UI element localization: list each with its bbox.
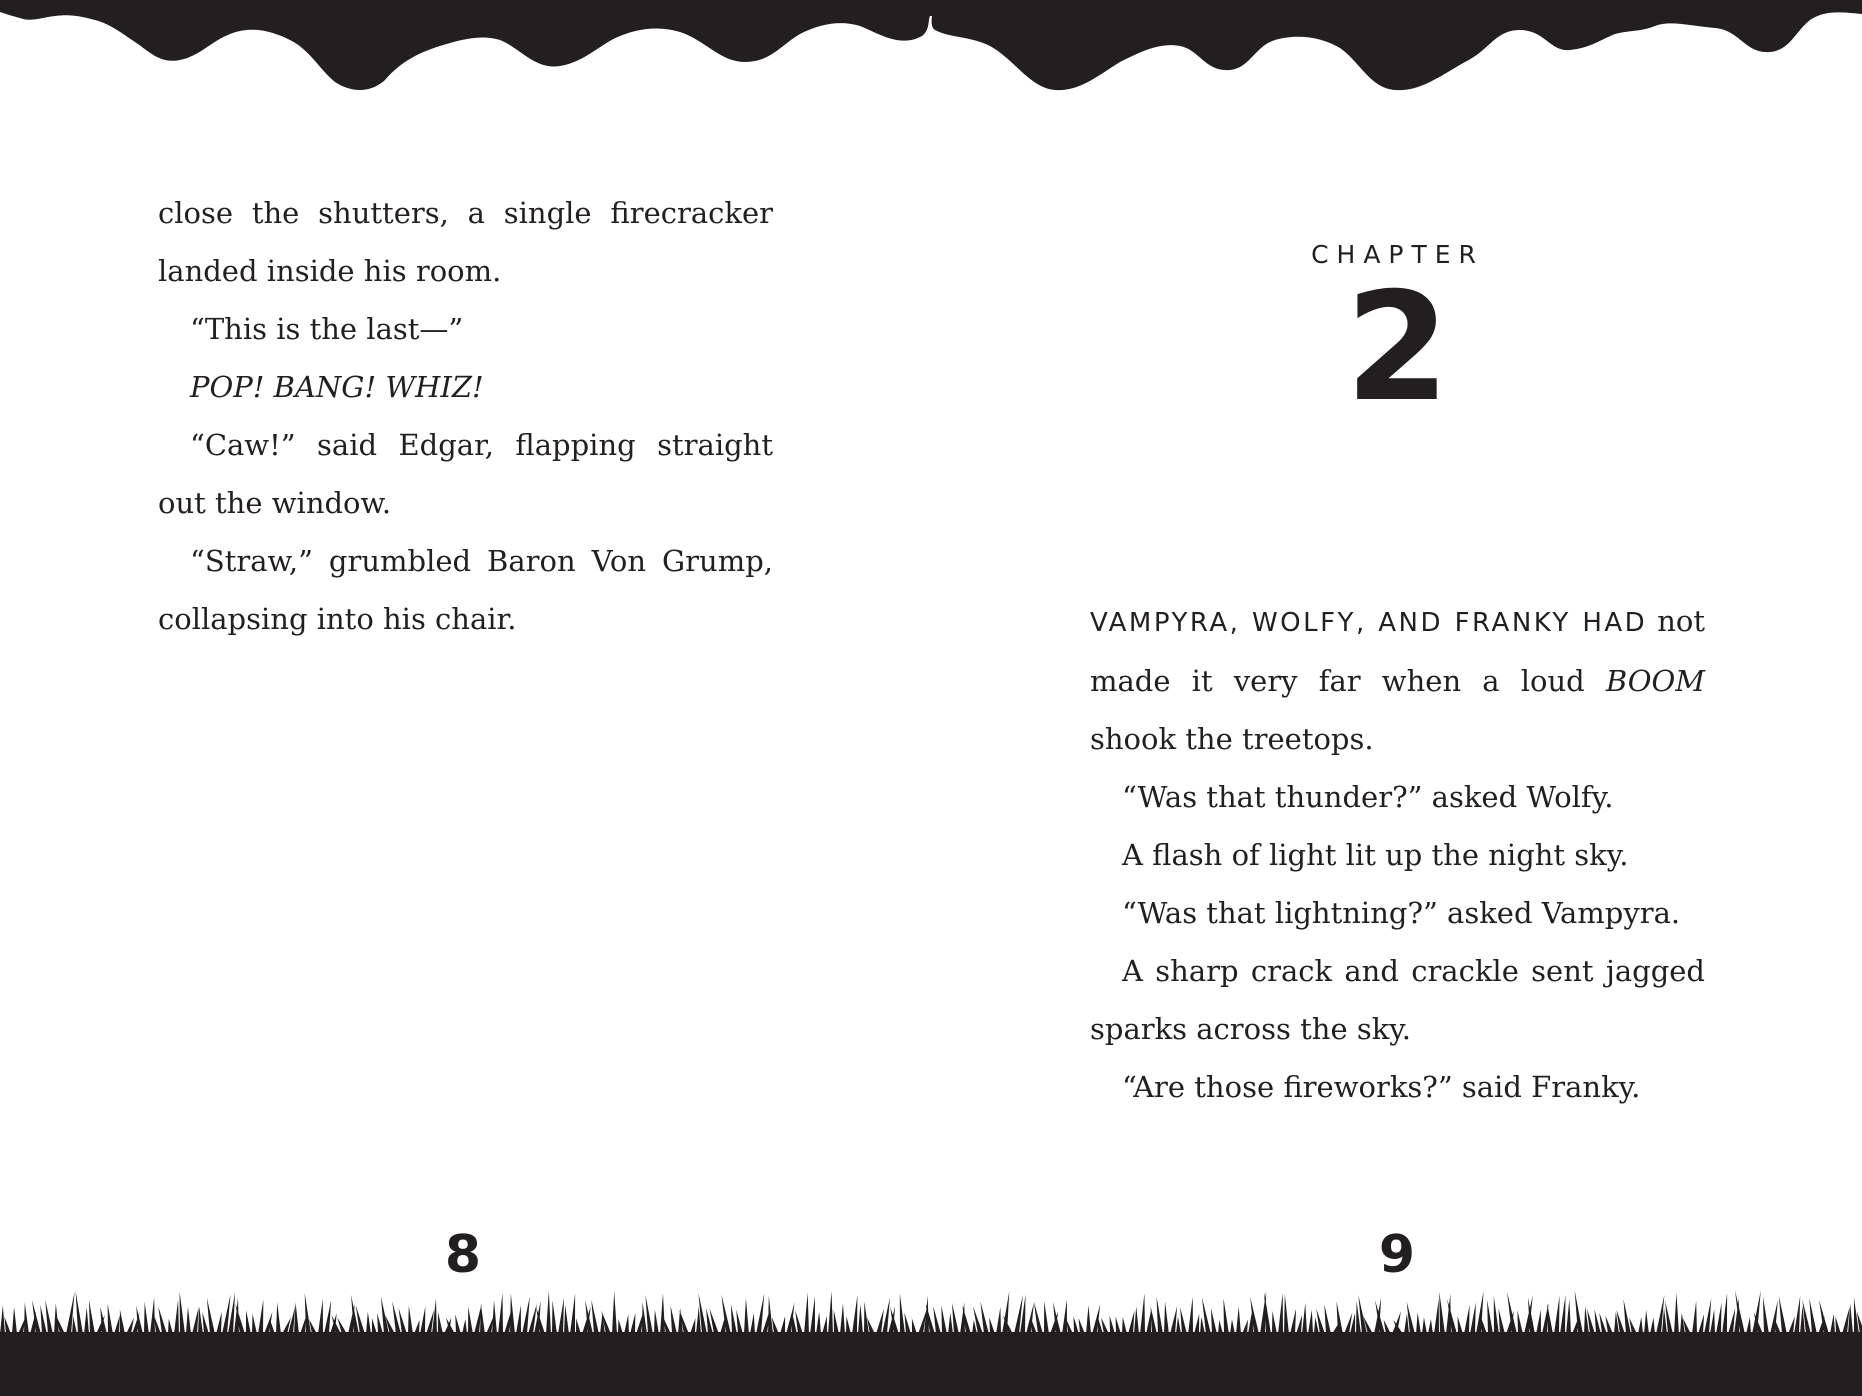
right-page [1090,0,1705,1396]
opening-text: not made it very far when a loud [1090,604,1705,698]
right-page-body [1090,592,1705,1116]
page-number-right: 9 [1378,1225,1416,1285]
chapter-lead-in: VAMPYRA, WOLFY, AND FRANKY HAD [1090,608,1648,638]
paragraph: “Straw,” grumbled Baron Von Grump, collapsing into his chair. [158,544,773,636]
paragraph: A flash of light lit up the night sky. [1122,838,1629,872]
paragraph: close the shutters, a single firecracker landed inside his room. [158,196,773,288]
chapter-number: 2 [1345,261,1450,435]
left-page [158,0,773,1396]
opening-paragraph [1090,592,1705,768]
paragraph: “This is the last—” [190,312,464,346]
paragraph: A sharp crack and crackle sent jagged sparks across the sky. [1090,954,1705,1046]
grass-border-bottom [0,1290,1862,1396]
page-number-left: 8 [444,1225,482,1285]
paragraph: “Are those fireworks?” said Franky. [1122,1070,1641,1104]
left-page-body [158,184,773,648]
paragraph: “Was that lightning?” asked Vampyra. [1122,896,1681,930]
paragraph: “Caw!” said Edgar, flapping straight out the window. [158,428,773,520]
paragraph: “Was that thunder?” asked Wolfy. [1122,780,1614,814]
paragraph: POP! BANG! WHIZ! [190,370,484,404]
opening-text-end: shook the treetops. [1090,722,1374,756]
chapter-label: CHAPTER [1311,240,1484,269]
opening-emphasis: BOOM [1605,664,1705,698]
